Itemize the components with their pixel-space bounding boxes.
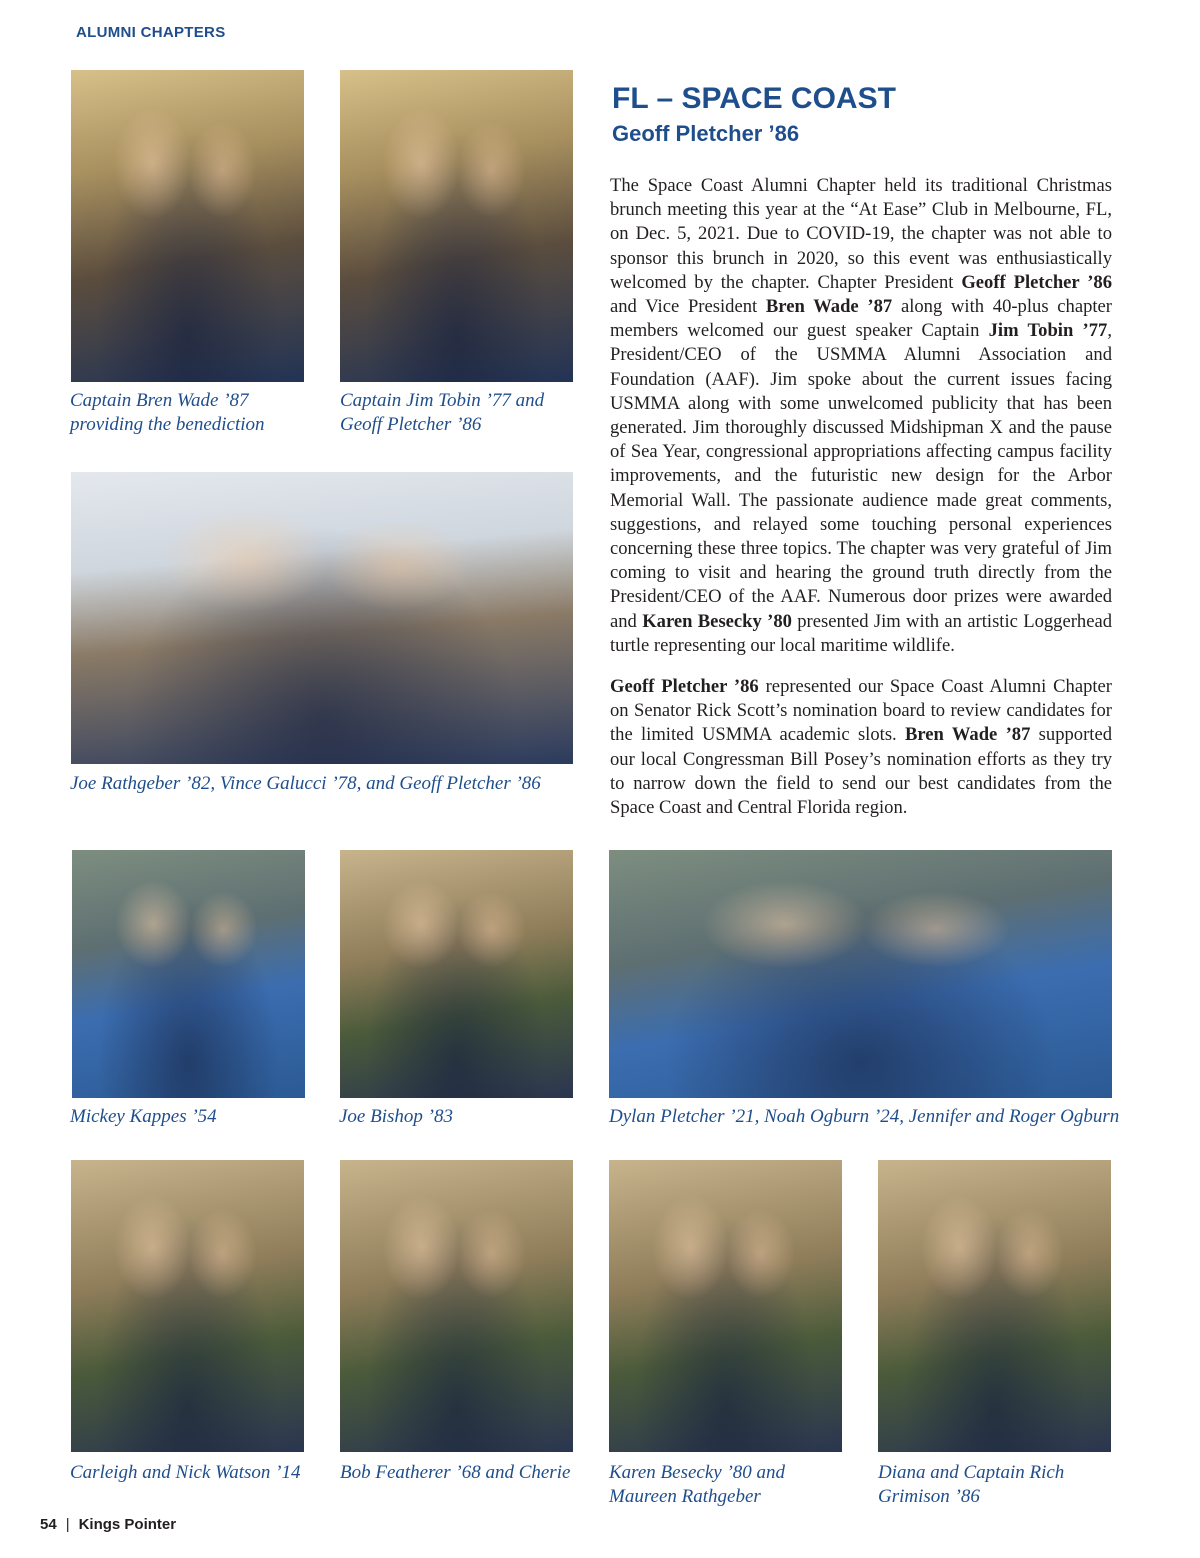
text-run: presented Jim with an artistic Loggerhead turtle representing our local maritime wildlife.: [610, 610, 1113, 656]
caption-joe-bishop: Joe Bishop ’83: [339, 1106, 453, 1127]
photo-besecky: [609, 1160, 842, 1452]
text-run: along with 40-plus chapter members welcomed our guest speaker Captain: [610, 296, 1113, 342]
photo-jim-tobin-geoff: [340, 70, 573, 382]
article-title: FL – SPACE COAST: [612, 82, 896, 115]
text-run: and Vice President: [610, 296, 766, 318]
caption-dylan-table: Dylan Pletcher ’21, Noah Ogburn ’24, Jennifer and Roger Ogburn: [609, 1106, 1120, 1127]
caption-besecky: Karen Besecky ’80 and Maureen Rathgeber: [609, 1462, 786, 1507]
article-paragraph-1: [610, 174, 1112, 658]
footer-separator: |: [65, 1516, 70, 1533]
text-run: represented our Space Coast Alumni Chapter on Senator Rick Scott’s nomination board to review candidates for the limited USMMA academic slots.: [610, 676, 1112, 746]
text-run: Bren Wade ’87: [904, 724, 1031, 746]
text-run: The Space Coast Alumni Chapter held its traditional Christmas brunch meeting this year at the “At Ease” Club in Melbourne, FL, on Dec. 5, 2021. Due to COVID-19, the chapter was not able to sponsor this brunch in 2020, so this event was enthusiastically welcomed by the chapter. Chapter President: [610, 175, 1112, 293]
photo-grimison: [878, 1160, 1111, 1452]
section-label: ALUMNI CHAPTERS: [76, 24, 226, 41]
text-run: Geoff Pletcher ’86: [961, 271, 1112, 293]
caption-bren-wade: Captain Bren Wade ’87 providing the benediction: [70, 390, 265, 435]
article-byline: Geoff Pletcher ’86: [612, 121, 800, 146]
page-number: 54: [40, 1516, 57, 1533]
publication-name: Kings Pointer: [78, 1516, 177, 1533]
photo-joe-bishop: [340, 850, 573, 1098]
page-footer: [40, 1516, 176, 1533]
photo-bren-wade: [71, 70, 304, 382]
caption-three-men: Joe Rathgeber ’82, Vince Galucci ’78, and Geoff Pletcher ’86: [70, 773, 541, 794]
caption-mickey-kappes: Mickey Kappes ’54: [70, 1106, 217, 1127]
photo-watsons: [71, 1160, 304, 1452]
photo-dylan-table: [609, 850, 1112, 1098]
text-run: Bren Wade ’87: [765, 296, 893, 318]
text-run: Geoff Pletcher ’86: [610, 676, 759, 697]
text-run: Jim Tobin ’77: [988, 320, 1108, 342]
photo-mickey-kappes: [72, 850, 305, 1098]
caption-featherer: Bob Featherer ’68 and Cherie: [340, 1462, 571, 1483]
photo-featherer: [340, 1160, 573, 1452]
caption-grimison: Diana and Captain Rich Grimison ’86: [878, 1462, 1065, 1507]
text-run: supported our local Congressman Bill Posey’s nomination efforts as they try to narrow down the field to send our best candidates from the Space Coast and Central Florida region.: [610, 724, 1112, 819]
caption-jim-tobin-geoff: Captain Jim Tobin ’77 and Geoff Pletcher ’86: [340, 390, 545, 435]
photo-three-men: [71, 472, 573, 764]
text-run: Karen Besecky ’80: [642, 610, 792, 632]
caption-watsons: Carleigh and Nick Watson ’14: [70, 1462, 301, 1483]
article-paragraph-2: [610, 675, 1112, 820]
text-run: , President/CEO of the USMMA Alumni Association and Foundation (AAF). Jim spoke about the current issues facing USMMA along with some unwelcomed publicity that has been generated. Jim thoroughly discussed Midshipman X and the pause of Sea Year, congressional appropriations affecting campus facility improvements, and the futuristic new design for the Arbor Memorial Wall. The passionate audience made great comments, suggestions, and relayed some touching personal experiences concerning these three topics. The chapter was very grateful of Jim coming to visit and hearing the ground truth directly from the President/CEO of the AAF. Numerous door prizes were awarded and: [610, 320, 1112, 632]
